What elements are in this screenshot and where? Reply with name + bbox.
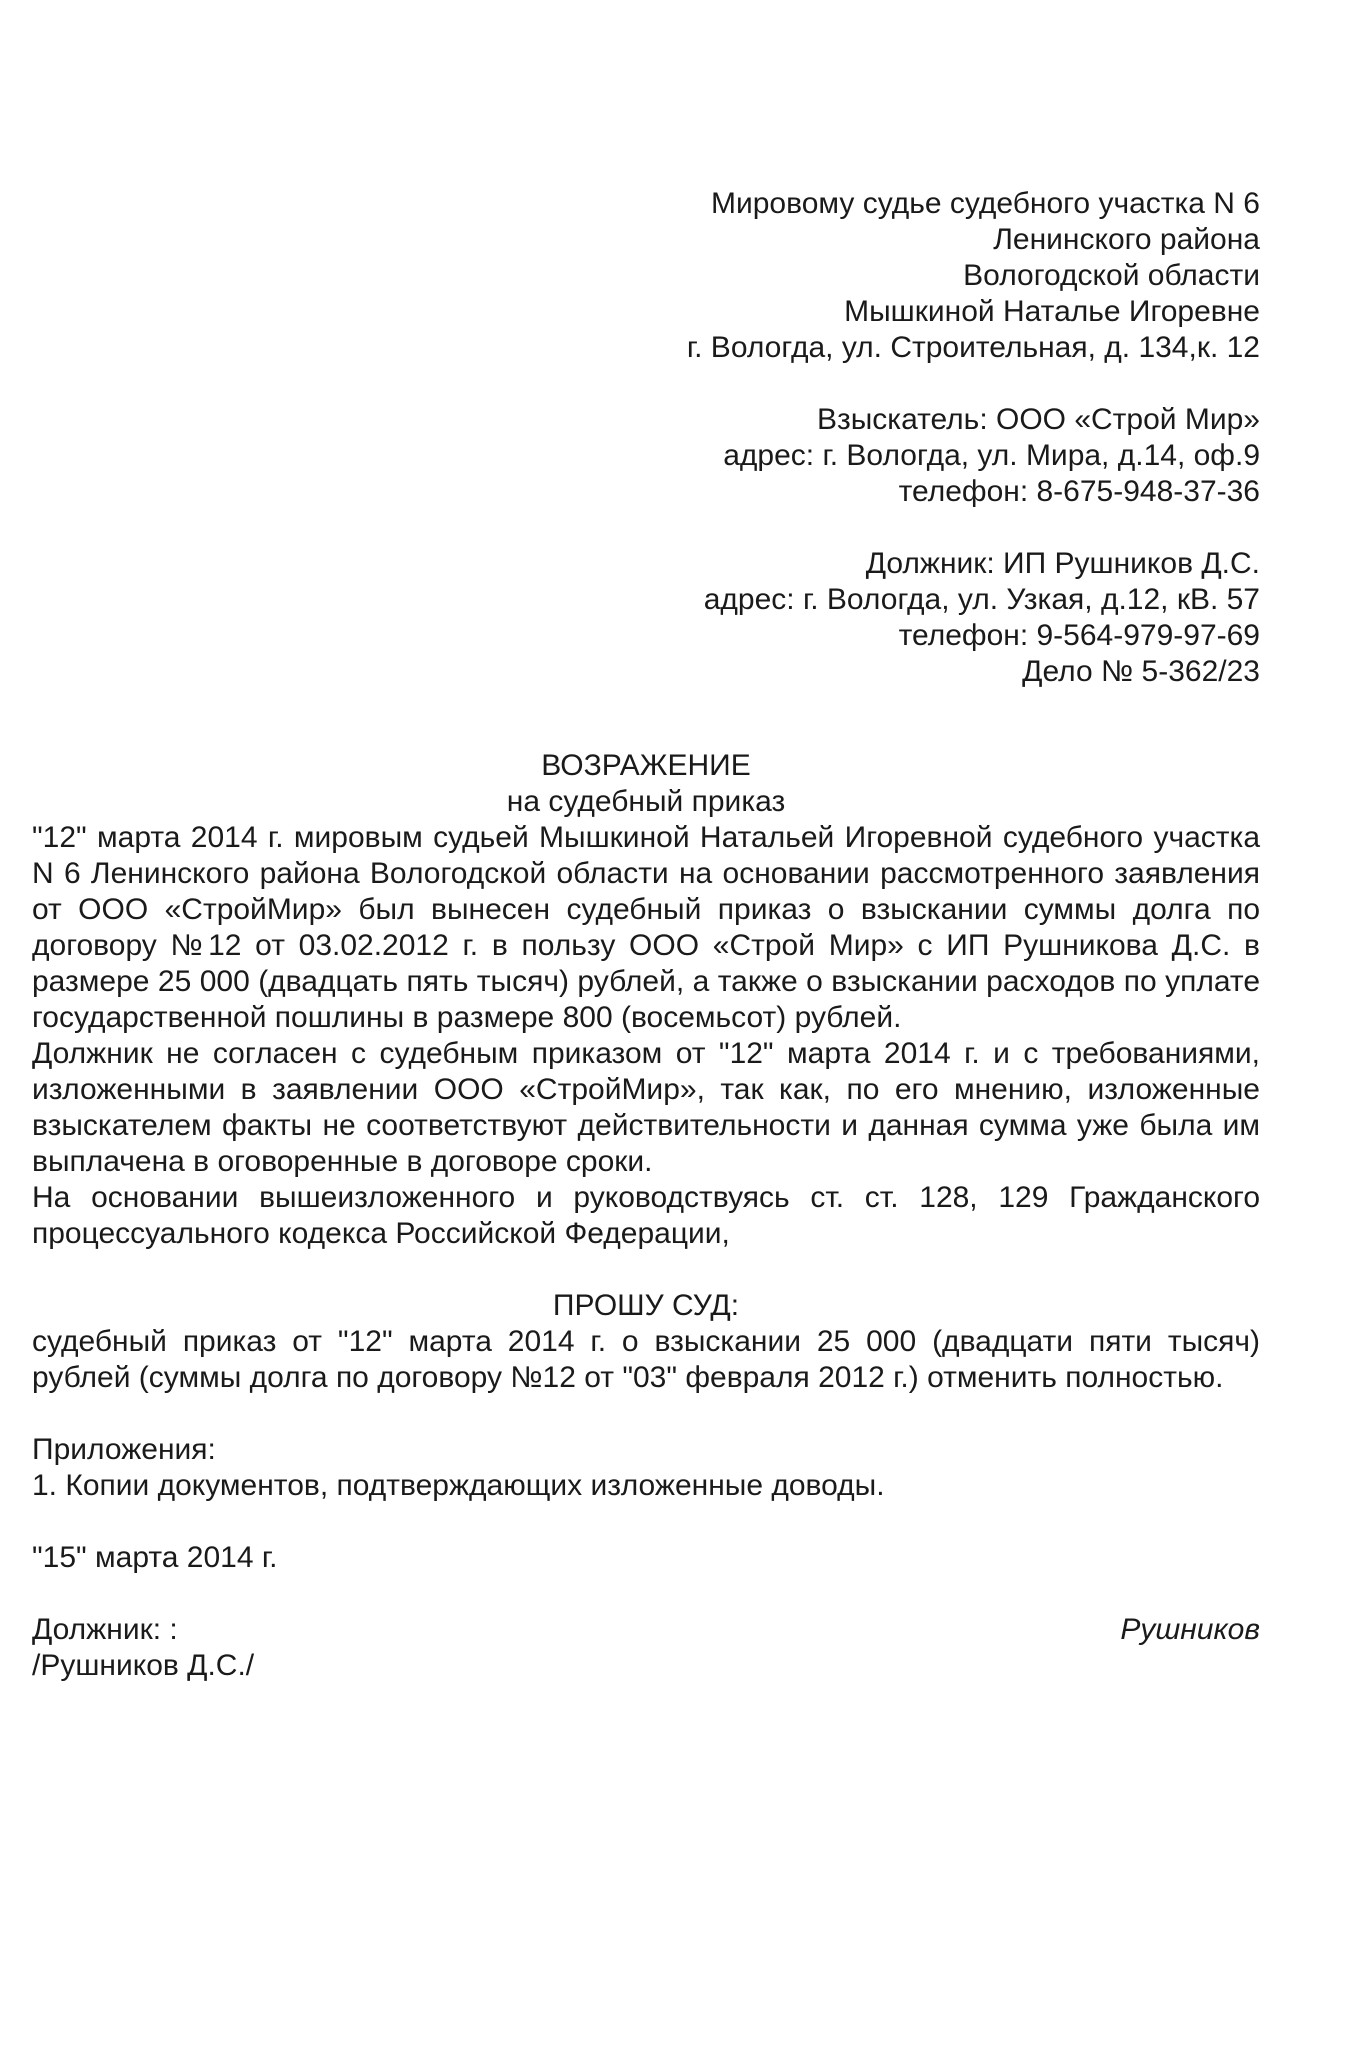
- attachments-heading: Приложения:: [32, 1433, 216, 1466]
- recipient-line: Мировому судье судебного участка N 6: [711, 187, 1260, 220]
- debtor-block: [32, 546, 1260, 690]
- claimant-line: Взыскатель: ООО «Строй Мир»: [816, 403, 1260, 436]
- debtor-line: телефон: 9-564-979-97-69: [898, 619, 1260, 652]
- document-date: "15" марта 2014 г.: [32, 1541, 278, 1574]
- signature-row: [32, 1612, 1260, 1648]
- body-paragraph: Должник не согласен с судебным приказом от "12" марта 2014 г. и с требованиями, изложенными в заявлении ООО «СтройМир», так как, по его мнению, изложенные взыскателем факты не соответствуют действительности и данная сумма уже была им выплачена в оговоренные в договоре сроки.: [32, 1037, 1260, 1178]
- claimant-line: адрес: г. Вологда, ул. Мира, д.14, оф.9: [723, 439, 1260, 472]
- request-text: судебный приказ от "12" марта 2014 г. о взыскании 25 000 (двадцати пяти тысяч) рублей (суммы долга по договору №12 от "03" февраля 2012 г.) отменить полностью.: [32, 1325, 1260, 1394]
- debtor-line: Должник: ИП Рушников Д.С.: [865, 547, 1260, 580]
- recipient-line: Ленинского района: [993, 223, 1260, 256]
- document-title: ВОЗРАЖЕНИЕ: [541, 749, 751, 782]
- recipient-line: Мышкиной Наталье Игоревне: [844, 295, 1260, 328]
- document-subtitle: на судебный приказ: [506, 785, 786, 818]
- case-number: Дело № 5-362/23: [1022, 655, 1260, 688]
- signature: Рушников: [1120, 1613, 1260, 1646]
- recipient-block: [32, 186, 1260, 366]
- signature-label: Должник: :: [32, 1613, 178, 1646]
- request-heading: ПРОШУ СУД:: [552, 1289, 740, 1322]
- claimant-line: телефон: 8-675-948-37-36: [898, 475, 1260, 508]
- document-page: [32, 186, 1260, 1684]
- body-paragraph: "12" марта 2014 г. мировым судьей Мышкиной Натальей Игоревной судебного участка N 6 Ленинского района Вологодской области на основании рассмотренного заявления от ООО «СтройМир» был вынесен судебный приказ о взыскании суммы долга по договору №12 от 03.02.2012 г. в пользу ООО «Строй Мир» с ИП Рушникова Д.С. в размере 25 000 (двадцать пять тысяч) рублей, а также о взыскании расходов по уплате государственной пошлины в размере 800 (восемьсот) рублей.: [32, 821, 1260, 1034]
- debtor-line: адрес: г. Вологда, ул. Узкая, д.12, кВ. 57: [703, 583, 1260, 616]
- body-paragraph: На основании вышеизложенного и руководствуясь ст. ст. 128, 129 Гражданского процессуального кодекса Российской Федерации,: [32, 1181, 1260, 1250]
- claimant-block: [32, 402, 1260, 510]
- attachment-item: 1. Копии документов, подтверждающих изложенные доводы.: [32, 1469, 885, 1502]
- signer-name: /Рушников Д.С./: [32, 1649, 255, 1682]
- recipient-line: г. Вологда, ул. Строительная, д. 134,к. 12: [686, 331, 1260, 364]
- recipient-line: Вологодской области: [963, 259, 1260, 292]
